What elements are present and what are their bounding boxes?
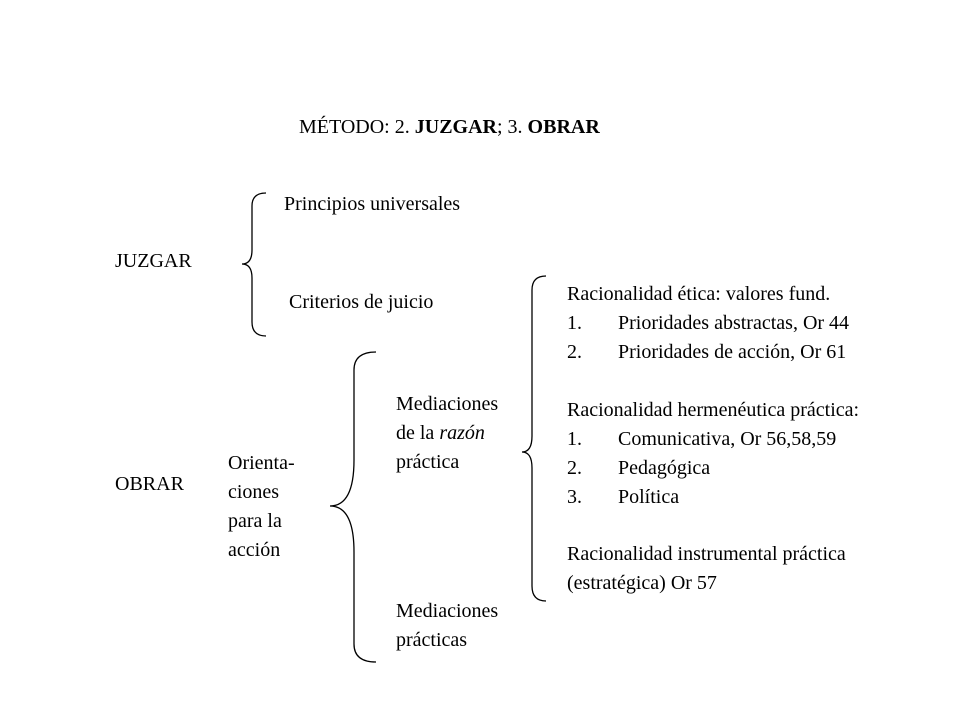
list-text: Prioridades abstractas, Or 44 <box>618 312 850 334</box>
orientaciones-line: acción <box>228 539 281 561</box>
list-number: 2. <box>567 457 582 479</box>
racionalidad-instrumental-line2: (estratégica) Or 57 <box>567 572 717 594</box>
juzgar-label: JUZGAR <box>115 250 192 272</box>
mediaciones-practicas-line1: Mediaciones <box>396 600 499 622</box>
mediaciones-razon-line3: práctica <box>396 451 460 473</box>
racionalidad-instrumental <box>567 540 846 598</box>
orientaciones-para-la-accion <box>228 449 295 565</box>
list-text: Pedagógica <box>618 457 711 479</box>
mediaciones-razon-italic: razón <box>439 422 485 444</box>
orientaciones-brace <box>330 352 376 662</box>
list-text: Prioridades de acción, Or 61 <box>618 341 847 363</box>
mediaciones-practicas-line2: prácticas <box>396 629 468 651</box>
orientaciones-line: ciones <box>228 481 280 503</box>
title-prefix: MÉTODO: 2. <box>299 116 415 138</box>
racionalidad-hermeneutica-heading: Racionalidad hermenéutica práctica: <box>567 399 860 421</box>
list-number: 3. <box>567 486 582 508</box>
title-juzgar: JUZGAR <box>414 116 497 138</box>
list-number: 1. <box>567 312 582 334</box>
mediaciones-razon-line1: Mediaciones <box>396 393 499 415</box>
mediaciones-razon-line2-prefix: de la <box>396 422 440 444</box>
list-number: 2. <box>567 341 582 363</box>
title-obrar: OBRAR <box>527 116 600 138</box>
title-separator: ; 3. <box>496 116 528 138</box>
orientaciones-line: Orienta- <box>228 452 295 474</box>
criterios-de-juicio: Criterios de juicio <box>289 291 434 313</box>
principios-universales: Principios universales <box>284 193 461 215</box>
obrar-label: OBRAR <box>115 473 184 495</box>
mediaciones-razon-line2 <box>396 419 498 448</box>
list-number: 1. <box>567 428 582 450</box>
juzgar-brace <box>242 193 266 336</box>
racionalidad-etica-heading: Racionalidad ética: valores fund. <box>567 283 831 305</box>
orientaciones-line: para la <box>228 510 282 532</box>
mediaciones-practicas <box>396 597 498 655</box>
racionalidades-brace <box>522 276 546 601</box>
mediaciones-razon-practica <box>396 390 498 477</box>
list-text: Política <box>618 486 680 508</box>
racionalidad-instrumental-line1: Racionalidad instrumental práctica <box>567 543 846 565</box>
list-text: Comunicativa, Or 56,58,59 <box>618 428 837 450</box>
